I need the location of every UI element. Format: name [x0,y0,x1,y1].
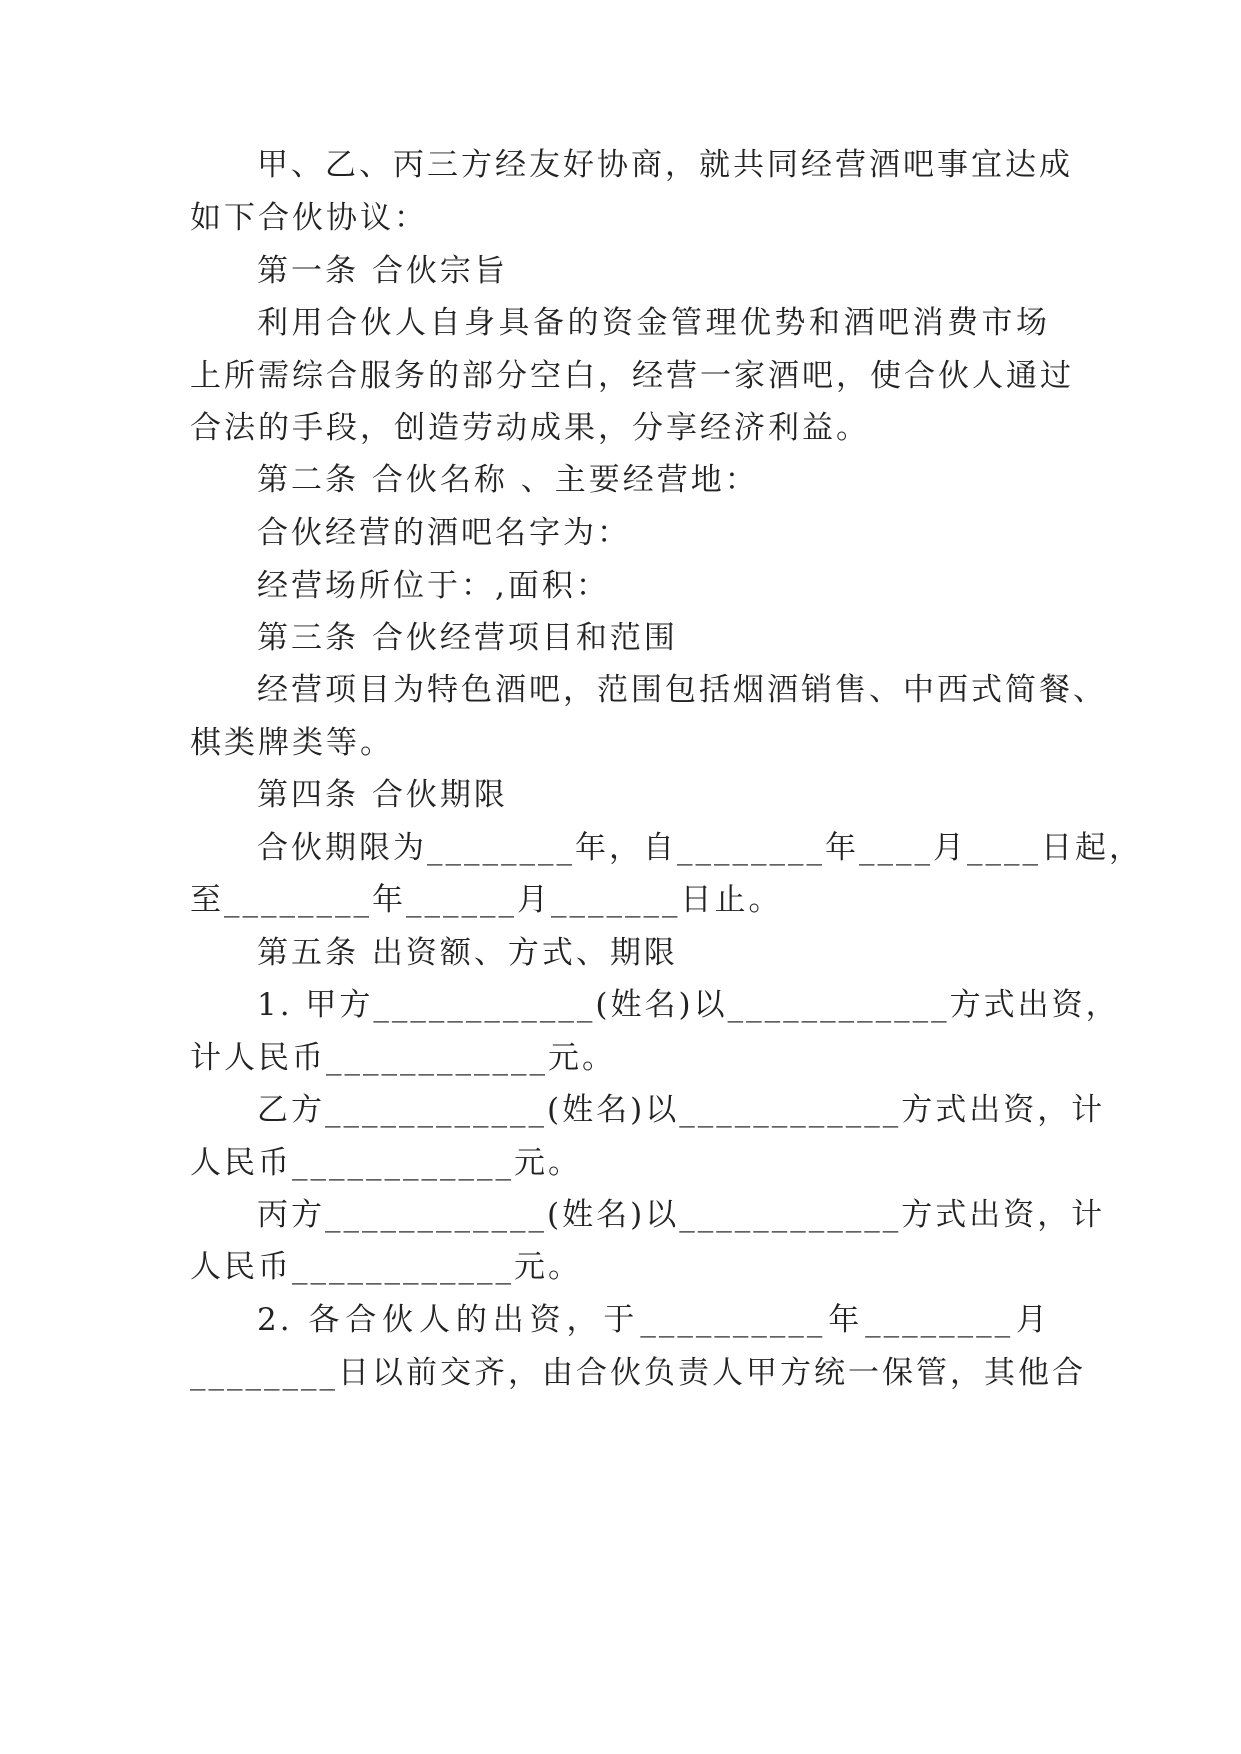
article-heading: 第一条 合伙宗旨 [257,253,508,289]
paragraph-line: 乙方____________(姓名)以____________方式出资，计 [257,1092,1106,1128]
paragraph-line: 人民币____________元。 [190,1145,582,1181]
paragraph-line: 1. 甲方____________(姓名)以____________方式出资， [257,987,1120,1023]
paragraph-line: 利用合伙人自身具备的资金管理优势和酒吧消费市场 [257,305,1050,341]
paragraph-line: 如下合伙协议： [190,200,428,236]
paragraph-line: 上所需综合服务的部分空白，经营一家酒吧，使合伙人通过 [190,358,1074,394]
paragraph-line: 合伙期限为________年，自________年____月____日起， [257,830,1143,866]
paragraph-line: 2. 各合伙人的出资，于__________年________月 [257,1302,1050,1338]
article-heading: 第四条 合伙期限 [257,777,508,813]
article-heading: 第二条 合伙名称 、主要经营地： [257,462,759,498]
article-heading: 第三条 合伙经营项目和范围 [257,620,678,656]
article-heading: 第五条 出资额、方式、期限 [257,935,678,971]
paragraph-line: 合伙经营的酒吧名字为： [257,515,631,551]
paragraph-line: 棋类牌类等。 [190,725,394,761]
paragraph-line: 计人民币____________元。 [190,1040,616,1076]
paragraph-line: 经营场所位于：,面积： [257,568,610,604]
paragraph-line: 合法的手段，创造劳动成果，分享经济利益。 [190,410,870,446]
paragraph-line: ________日以前交齐，由合伙负责人甲方统一保管，其他合 [190,1355,1086,1391]
paragraph-line: 甲、乙、丙三方经友好协商，就共同经营酒吧事宜达成 [257,147,1073,183]
paragraph-line: 人民币____________元。 [190,1249,582,1285]
paragraph-line: 至________年______月_______日止。 [190,882,783,918]
paragraph-line: 经营项目为特色酒吧，范围包括烟酒销售、中西式简餐、 [257,672,1107,708]
paragraph-line: 丙方____________(姓名)以____________方式出资，计 [257,1197,1106,1233]
